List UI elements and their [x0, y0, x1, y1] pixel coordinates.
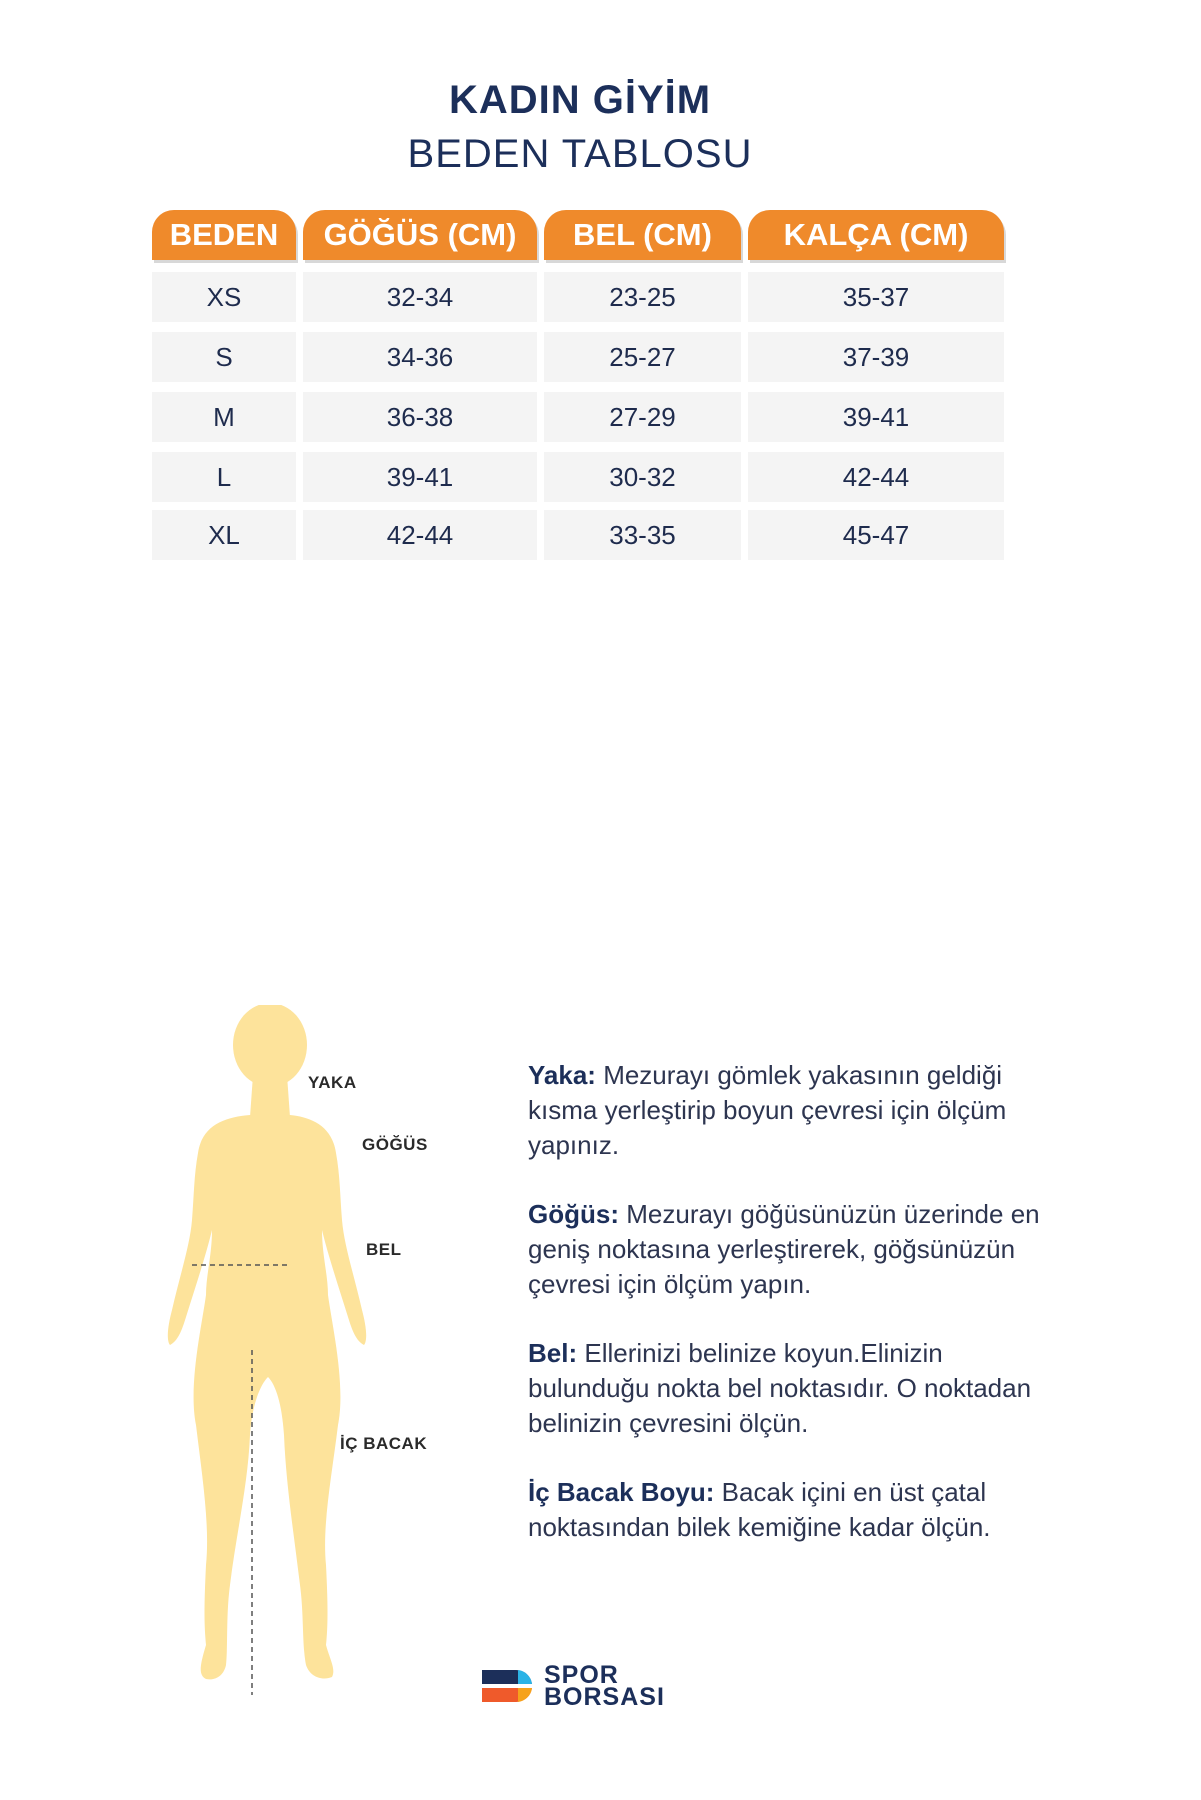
brand-line1: SPOR: [544, 1661, 619, 1689]
brand-mark-icon: [478, 1666, 536, 1706]
header-bel: BEL (CM): [544, 210, 741, 260]
header-beden: BEDEN: [152, 210, 296, 260]
cell-bel: 30-32: [544, 452, 741, 502]
cell-size: M: [152, 392, 296, 442]
desc-gogus: [528, 1197, 1068, 1302]
desc-text: Mezurayı göğüsünüzün üzerinde en geniş noktasına yerleştirerek, göğsünüzün çevresi için ölçüm yapın.: [528, 1199, 1040, 1299]
label-ic-bacak: İÇ BACAK: [340, 1434, 428, 1453]
desc-term: Yaka:: [528, 1060, 596, 1090]
cell-bel: 25-27: [544, 332, 741, 382]
cell-size: S: [152, 332, 296, 382]
desc-text: Mezurayı gömlek yakasının geldiği kısma yerleştirip boyun çevresi için ölçüm yapınız.: [528, 1060, 1007, 1160]
page-title: KADIN GİYİM: [448, 78, 712, 122]
desc-ic-bacak: [528, 1475, 1068, 1545]
desc-yaka: [528, 1058, 1068, 1163]
desc-term: İç Bacak Boyu:: [528, 1477, 715, 1507]
cell-kalca: 42-44: [748, 452, 1004, 502]
cell-gogus: 39-41: [303, 452, 537, 502]
desc-text: Ellerinizi belinize koyun.Elinizin bulunduğu nokta bel noktasıdır. O noktadan belinizin çevresini ölçün.: [528, 1338, 1032, 1438]
cell-bel: 33-35: [544, 510, 741, 560]
cell-gogus: 32-34: [303, 272, 537, 322]
cell-kalca: 37-39: [748, 332, 1004, 382]
label-bel: BEL: [366, 1240, 402, 1259]
cell-gogus: 42-44: [303, 510, 537, 560]
label-gogus: GÖĞÜS: [362, 1135, 428, 1154]
desc-bel: [528, 1336, 1068, 1441]
brand-logo: [478, 1661, 665, 1711]
brand-line2: BORSASI: [544, 1683, 665, 1711]
cell-kalca: 39-41: [748, 392, 1004, 442]
cell-bel: 23-25: [544, 272, 741, 322]
cell-bel: 27-29: [544, 392, 741, 442]
body-silhouette-figure: [150, 1005, 390, 1695]
cell-size: L: [152, 452, 296, 502]
cell-kalca: 35-37: [748, 272, 1004, 322]
header-kalca: KALÇA (CM): [748, 210, 1004, 260]
desc-term: Göğüs:: [528, 1199, 619, 1229]
cell-kalca: 45-47: [748, 510, 1004, 560]
desc-text: Bacak içini en üst çatal noktasından bilek kemiğine kadar ölçün.: [528, 1477, 991, 1542]
page-subtitle: BEDEN TABLOSU: [407, 132, 753, 176]
cell-gogus: 36-38: [303, 392, 537, 442]
label-yaka: YAKA: [308, 1073, 357, 1092]
cell-gogus: 34-36: [303, 332, 537, 382]
desc-term: Bel:: [528, 1338, 578, 1368]
header-gogus: GÖĞÜS (CM): [303, 210, 537, 260]
cell-size: XL: [152, 510, 296, 560]
cell-size: XS: [152, 272, 296, 322]
